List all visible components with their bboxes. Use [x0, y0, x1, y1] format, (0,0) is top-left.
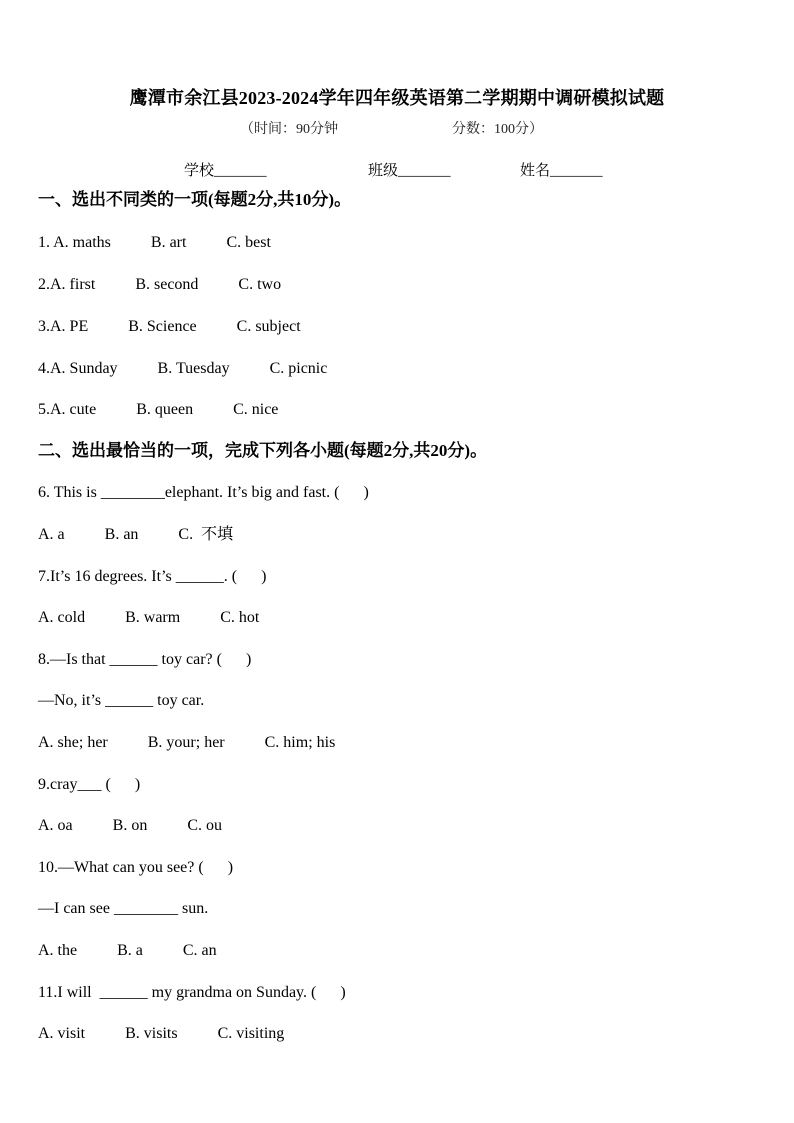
exam-score: 分数：100分） — [452, 122, 543, 137]
question-6-options: A. a B. an C. 不填 — [38, 526, 234, 543]
question-10-answer-line: —I can see ________ sun. — [38, 900, 209, 917]
question-9-options: A. oa B. on C. ou — [38, 817, 222, 834]
section-1-heading: 一、选出不同类的一项(每题2分,共10分)。 — [38, 190, 352, 209]
page-title: 鹰潭市余江县2023-2024学年四年级英语第二学期期中调研模拟试题 — [129, 88, 665, 108]
section-2-heading: 二、选出最恰当的一项，完成下列各小题(每题2分,共20分)。 — [38, 441, 488, 460]
school-field: 学校_______ — [184, 163, 267, 179]
question-8-answer-line: —No, it’s ______ toy car. — [38, 692, 205, 709]
class-field: 班级_______ — [368, 163, 451, 179]
question-10-options: A. the B. a C. an — [38, 942, 217, 959]
question-5: 5.A. cute B. queen C. nice — [38, 401, 279, 418]
question-2: 2.A. first B. second C. two — [38, 276, 282, 293]
question-1: 1. A. maths B. art C. best — [38, 234, 271, 251]
question-8: 8.—Is that ______ toy car? ( ) — [38, 651, 252, 668]
question-6: 6. This is ________elephant. It’s big and fast. ( ) — [38, 484, 369, 501]
name-field: 姓名_______ — [520, 163, 603, 179]
question-7-options: A. cold B. warm C. hot — [38, 609, 260, 626]
question-3: 3.A. PE B. Science C. subject — [38, 318, 301, 335]
question-8-options: A. she; her B. your; her C. him; his — [38, 734, 336, 751]
question-11-options: A. visit B. visits C. visiting — [38, 1025, 285, 1042]
question-7: 7.It’s 16 degrees. It’s ______. ( ) — [38, 568, 267, 585]
question-11: 11.I will ______ my grandma on Sunday. ( ) — [38, 984, 346, 1001]
question-9: 9.cray___ ( ) — [38, 776, 141, 793]
exam-time: （时间：90分钟 — [240, 122, 338, 137]
question-10: 10.—What can you see? ( ) — [38, 859, 234, 876]
question-4: 4.A. Sunday B. Tuesday C. picnic — [38, 360, 328, 377]
